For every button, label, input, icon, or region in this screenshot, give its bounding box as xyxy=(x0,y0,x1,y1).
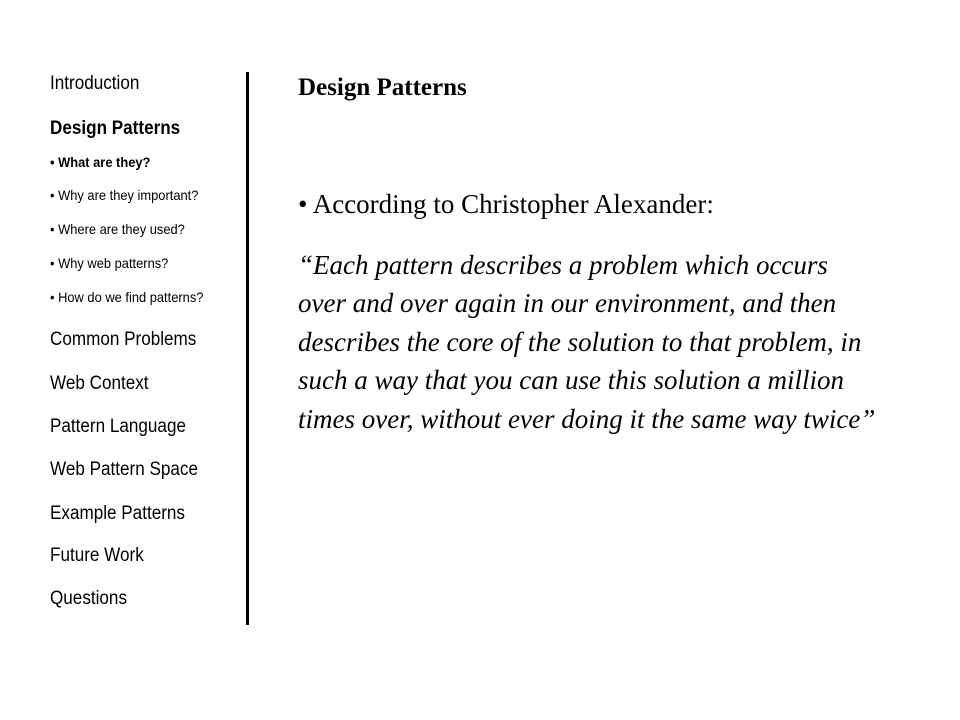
sidebar-item-example-patterns[interactable]: Example Patterns xyxy=(50,503,185,524)
vertical-divider xyxy=(246,72,249,625)
sidebar-item-pattern-language[interactable]: Pattern Language xyxy=(50,416,186,437)
sidebar-subitem-what-are-they[interactable]: • What are they? xyxy=(50,154,151,170)
bullet-point: • According to Christopher Alexander: xyxy=(298,189,714,219)
page-title: Design Patterns xyxy=(298,74,467,101)
sidebar-item-web-context[interactable]: Web Context xyxy=(50,373,149,394)
sidebar-subitem-where-used[interactable]: • Where are they used? xyxy=(50,221,185,237)
sidebar-subitem-how-find-patterns[interactable]: • How do we find patterns? xyxy=(50,289,204,305)
sidebar-item-introduction[interactable]: Introduction xyxy=(50,73,140,94)
sidebar-subitem-why-important[interactable]: • Why are they important? xyxy=(50,187,199,203)
quote-text: “Each pattern describes a problem which occurs over and over again in our environment, and then describes the core of the solution to that problem, in such a way that you can use this solution a million times over, without ever doing it the same way twice” xyxy=(298,250,876,434)
sidebar-item-common-problems[interactable]: Common Problems xyxy=(50,329,197,350)
sidebar-item-questions[interactable]: Questions xyxy=(50,588,127,609)
sidebar-item-future-work[interactable]: Future Work xyxy=(50,545,144,566)
sidebar-item-web-pattern-space[interactable]: Web Pattern Space xyxy=(50,459,198,480)
sidebar-item-design-patterns[interactable]: Design Patterns xyxy=(50,118,181,139)
sidebar-subitem-why-web-patterns[interactable]: • Why web patterns? xyxy=(50,255,169,271)
